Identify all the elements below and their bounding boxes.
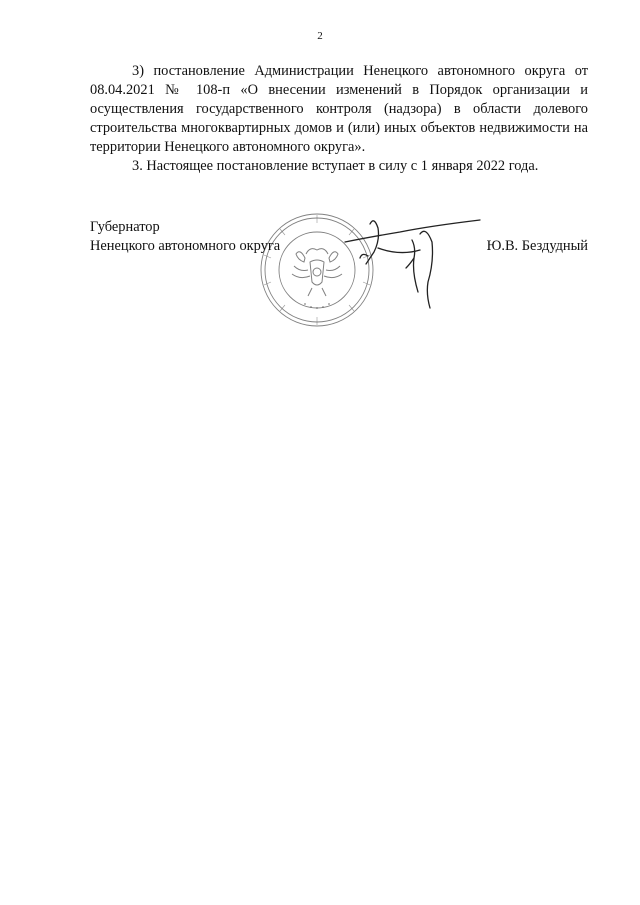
page-number: 2 (317, 30, 323, 42)
signature-block (90, 218, 588, 256)
signatory-organization: Ненецкого автономного округа (90, 238, 281, 254)
paragraph-item-3: 3) постановление Администрации Ненецкого автономного округа от 08.04.2021 № 108-п «О внесении изменений в Порядок организации и осуществления государственного контроля (надзора) в области долевого строительства многоквартирных домов и (или) иных объектов недвижимости на территории Ненецкого автономного округа». (90, 63, 588, 155)
signature-row (90, 237, 588, 256)
paragraph-effective-date: 3. Настоящее постановление вступает в силу с 1 января 2022 года. (132, 158, 539, 174)
signatory-position: Губернатор (90, 219, 160, 235)
signatory-name: Ю.В. Бездудный (486, 238, 588, 254)
handwritten-signature (340, 212, 490, 322)
document-body (90, 62, 588, 176)
